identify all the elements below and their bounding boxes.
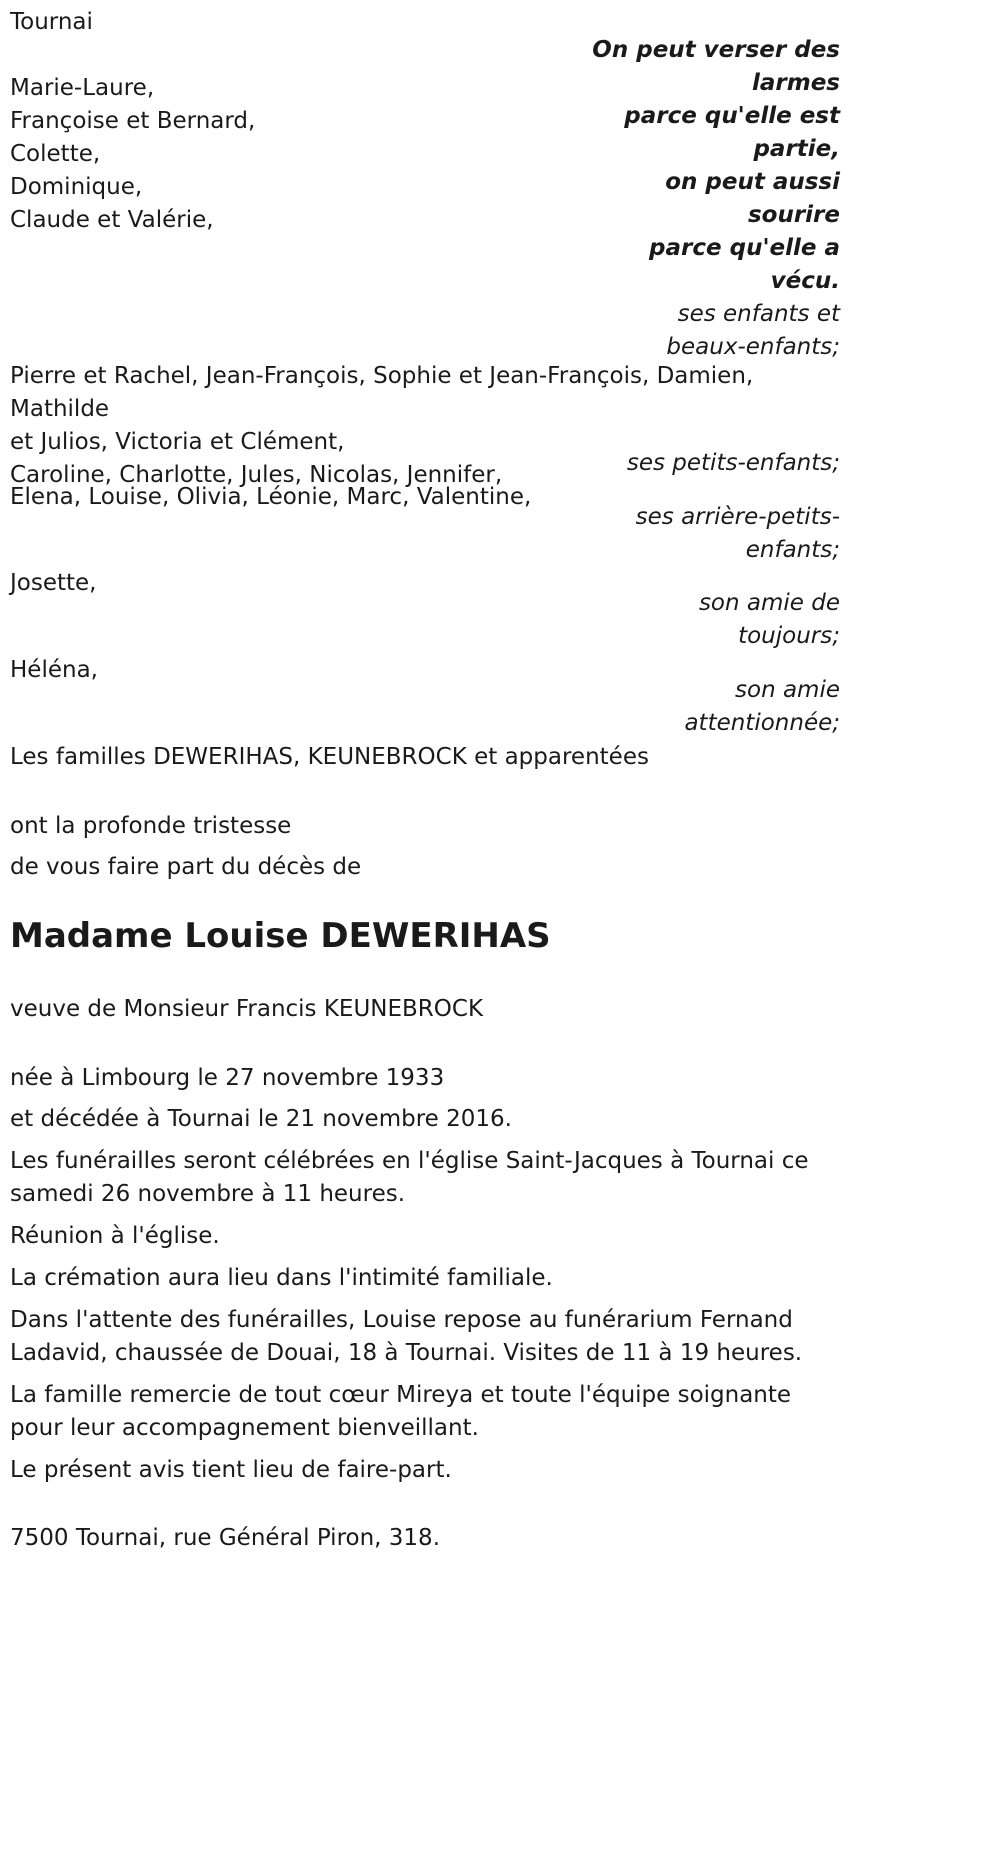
children-role: ses enfants et	[677, 301, 840, 327]
death-line: et décédée à Tournai le 21 novembre 2016.	[10, 1106, 512, 1132]
grandchildren-line: Caroline, Charlotte, Jules, Nicolas, Jennifer,	[10, 462, 503, 488]
deceased-name: Madame Louise DEWERIHAS	[10, 916, 551, 956]
top-left-block	[10, 6, 570, 237]
grandchildren-line: et Julios, Victoria et Clément,	[10, 429, 345, 455]
quote-line: on peut aussi	[665, 169, 840, 195]
announcement-line: de vous faire part du décès de	[10, 854, 362, 880]
child-name: Marie-Laure,	[10, 75, 155, 101]
friend-1-role-line: toujours;	[738, 623, 840, 649]
great-grandchildren-names: Elena, Louise, Olivia, Léonie, Marc, Valentine,	[10, 484, 532, 510]
spacer	[10, 39, 570, 72]
child-name: Claude et Valérie,	[10, 207, 214, 233]
friend-2-role-line: attentionnée;	[684, 710, 840, 736]
friend-1-role	[540, 587, 840, 653]
child-name: Colette,	[10, 141, 101, 167]
address-line: 7500 Tournai, rue Général Piron, 318.	[10, 1525, 441, 1551]
friend-1-role-line: son amie de	[698, 590, 840, 616]
grandchildren-role: ses petits-enfants;	[626, 450, 840, 476]
quote-line: vécu.	[770, 268, 840, 294]
quote-line: On peut verser des	[592, 37, 840, 63]
friend-2-role-line: son amie	[735, 677, 840, 703]
friend-2-role	[540, 674, 840, 740]
child-name: Dominique,	[10, 174, 143, 200]
friend-1-name: Josette,	[10, 570, 97, 596]
funeral-line: Les funérailles seront célébrées en l'église Saint-Jacques à Tournai ce samedi 26 novembre à 11 heures.	[10, 1148, 809, 1207]
child-name: Françoise et Bernard,	[10, 108, 256, 134]
quote-line: partie,	[753, 136, 840, 162]
thanks-line: La famille remercie de tout cœur Mireya et toute l'équipe soignante pour leur accompagnement bienveillant.	[10, 1382, 792, 1441]
notice-line: Le présent avis tient lieu de faire-part.	[10, 1457, 452, 1483]
cremation-line: La crémation aura lieu dans l'intimité familiale.	[10, 1265, 553, 1291]
quote-line: larmes	[751, 70, 840, 96]
city-header: Tournai	[10, 9, 93, 35]
great-grandchildren-role	[540, 501, 840, 567]
widow-of-line: veuve de Monsieur Francis KEUNEBROCK	[10, 996, 484, 1022]
quote-line: sourire	[747, 202, 840, 228]
quote-line: parce qu'elle a	[649, 235, 840, 261]
epitaph-quote	[590, 34, 840, 364]
children-role: beaux-enfants;	[666, 334, 840, 360]
great-grandchildren-role-line: ses arrière-petits-	[635, 504, 840, 530]
grandchildren-line: Pierre et Rachel, Jean-François, Sophie et Jean-François, Damien, Mathilde	[10, 363, 754, 422]
families-line: Les familles DEWERIHAS, KEUNEBROCK et apparentées	[10, 744, 649, 770]
friend-2-name: Héléna,	[10, 657, 98, 683]
quote-line: parce qu'elle est	[624, 103, 840, 129]
gathering-line: Réunion à l'église.	[10, 1223, 220, 1249]
birth-line: née à Limbourg le 27 novembre 1933	[10, 1065, 445, 1091]
visitation-line: Dans l'attente des funérailles, Louise repose au funérarium Fernand Ladavid, chaussée de Douai, 18 à Tournai. Visites de 11 à 19 heures.	[10, 1307, 803, 1366]
great-grandchildren-role-line: enfants;	[745, 537, 840, 563]
announcement-line: ont la profonde tristesse	[10, 813, 292, 839]
